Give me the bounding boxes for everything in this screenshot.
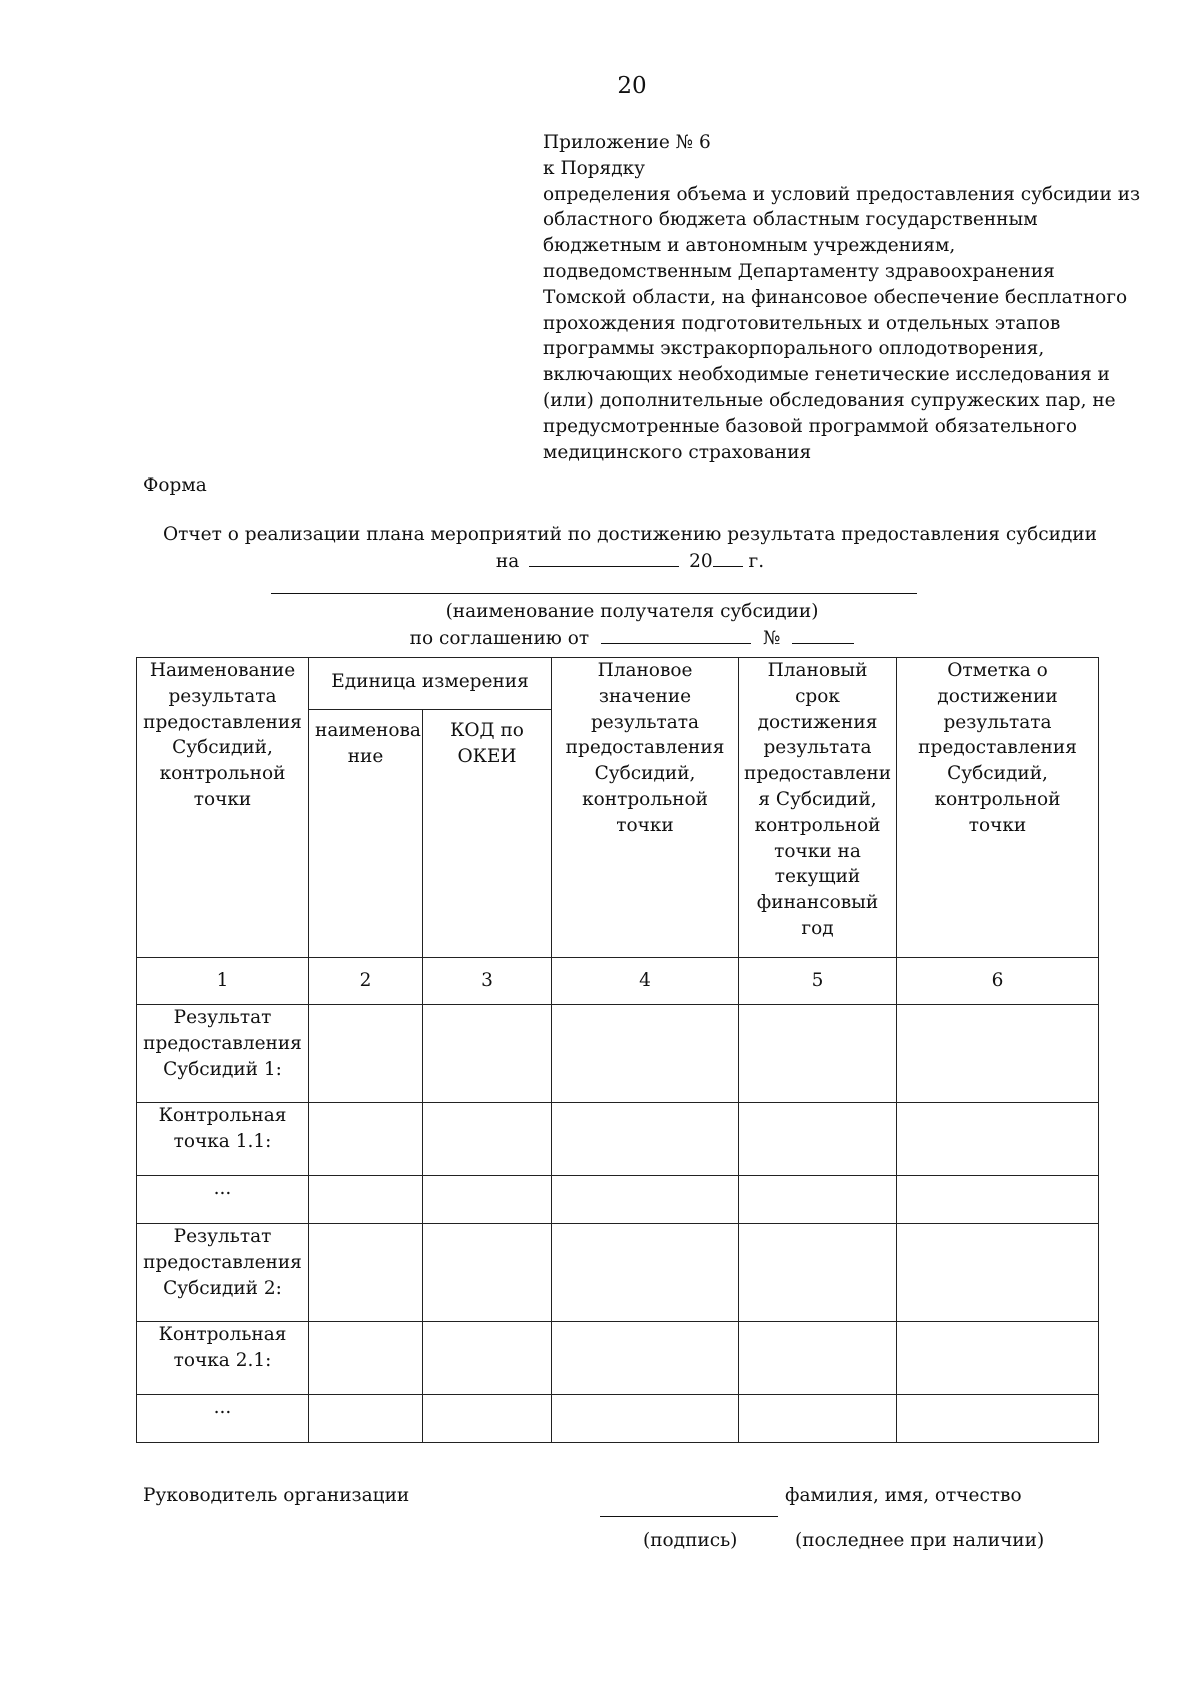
row-label: Контрольная точка 2.1: [137,1322,309,1395]
appendix-line: программы экстракорпорального оплодотворения, [543,338,1045,360]
agreement-prefix: по соглашению от [409,628,590,649]
signature-field[interactable] [600,1516,778,1517]
table-cell[interactable] [897,1224,1099,1322]
date-prefix: на [495,551,520,572]
appendix-line: Приложение № 6 [543,132,711,153]
table-cell[interactable] [739,1103,897,1176]
table-cell[interactable] [309,1005,423,1103]
year-field[interactable] [713,548,743,567]
agreement-date-field[interactable] [601,625,751,644]
appendix-line: Томской области, на финансовое обеспечение бесплатного [543,286,1128,308]
appendix-line: предусмотренные базовой программой обязательного [543,415,1078,437]
report-table [136,657,1099,1443]
header-col6: Отметка о достижении результата предоставления Субсидий, контрольной точки [897,658,1099,958]
table-cell[interactable] [739,1322,897,1395]
table-row [137,1322,1099,1395]
form-label: Форма [143,475,207,496]
header-row [137,658,1099,710]
table-cell[interactable] [423,1176,552,1224]
table-cell[interactable] [423,1224,552,1322]
date-field[interactable] [529,548,679,567]
table-row [137,1176,1099,1224]
signature-caption: (подпись) [643,1530,738,1551]
header-unit-group: Единица измерения [309,658,552,710]
table-cell[interactable] [423,1103,552,1176]
table-cell[interactable] [552,1395,739,1443]
date-suffix: г. [748,551,765,572]
recipient-caption: (наименование получателя субсидии) [445,601,819,622]
table-cell[interactable] [309,1103,423,1176]
date-year: 20 [689,551,713,572]
recipient-name-field[interactable] [271,593,917,594]
table-cell[interactable] [739,1224,897,1322]
appendix-line: медицинского страхования [543,441,812,463]
appendix-line: подведомственным Департаменту здравоохранения [543,260,1055,282]
page-number: 20 [617,73,647,99]
table-cell[interactable] [552,1176,739,1224]
signature-title: Руководитель организации [143,1485,410,1506]
appendix-line: (или) дополнительные обследования супружеских пар, не [543,389,1116,411]
table-cell[interactable] [897,1176,1099,1224]
header-col2: наименова ние [309,710,423,958]
table-row [137,1005,1099,1103]
agreement-line [0,625,1200,649]
row-label: Контрольная точка 1.1: [137,1103,309,1176]
table-cell[interactable] [552,1103,739,1176]
table-cell[interactable] [423,1005,552,1103]
table-cell[interactable] [309,1395,423,1443]
row-label: ... [137,1176,309,1224]
table-cell[interactable] [897,1103,1099,1176]
report-title-block [0,522,1200,575]
table-cell[interactable] [739,1176,897,1224]
column-number: 6 [897,958,1099,1005]
appendix-line: определения объема и условий предоставления субсидии из [543,183,1141,205]
column-number: 1 [137,958,309,1005]
table-cell[interactable] [423,1322,552,1395]
column-number: 4 [552,958,739,1005]
header-col3: КОД по ОКЕИ [423,710,552,958]
table-cell[interactable] [897,1322,1099,1395]
header-col1: Наименование результата предоставления Субсидий, контрольной точки [137,658,309,958]
appendix-line: включающих необходимые генетические исследования и [543,364,1110,386]
table-row [137,1395,1099,1443]
table-cell[interactable] [552,1224,739,1322]
agreement-number-sign: № [762,628,781,649]
table-cell[interactable] [423,1395,552,1443]
column-number-row [137,958,1099,1005]
table-cell[interactable] [552,1005,739,1103]
report-date-line [0,548,1200,575]
table-row [137,1224,1099,1322]
table-cell[interactable] [739,1395,897,1443]
header-col5: Плановый срок достижения результата предоставлени я Субсидий, контрольной точки на текущий финансовый год [739,658,897,958]
appendix-line: бюджетным и автономным учреждениям, [543,235,956,257]
fio-label: фамилия, имя, отчество [785,1485,1022,1506]
table-cell[interactable] [897,1005,1099,1103]
table-cell[interactable] [309,1224,423,1322]
table-cell[interactable] [739,1005,897,1103]
column-number: 2 [309,958,423,1005]
table-cell[interactable] [309,1322,423,1395]
fio-note: (последнее при наличии) [795,1530,1045,1551]
table-cell[interactable] [552,1322,739,1395]
column-number: 5 [739,958,897,1005]
row-label: Результат предоставления Субсидий 2: [137,1224,309,1322]
table-cell[interactable] [897,1395,1099,1443]
table-row [137,1103,1099,1176]
appendix-header [543,130,1143,465]
appendix-line: к Порядку [543,157,646,179]
report-title: Отчет о реализации плана мероприятий по достижению результата предоставления субсидии [163,524,1097,545]
table-cell[interactable] [309,1176,423,1224]
header-col4: Плановое значение результата предоставления Субсидий, контрольной точки [552,658,739,958]
column-number: 3 [423,958,552,1005]
agreement-number-field[interactable] [792,625,854,644]
appendix-line: областного бюджета областным государственным [543,209,1038,231]
row-label: Результат предоставления Субсидий 1: [137,1005,309,1103]
appendix-line: прохождения подготовительных и отдельных этапов [543,312,1061,334]
row-label: ... [137,1395,309,1443]
